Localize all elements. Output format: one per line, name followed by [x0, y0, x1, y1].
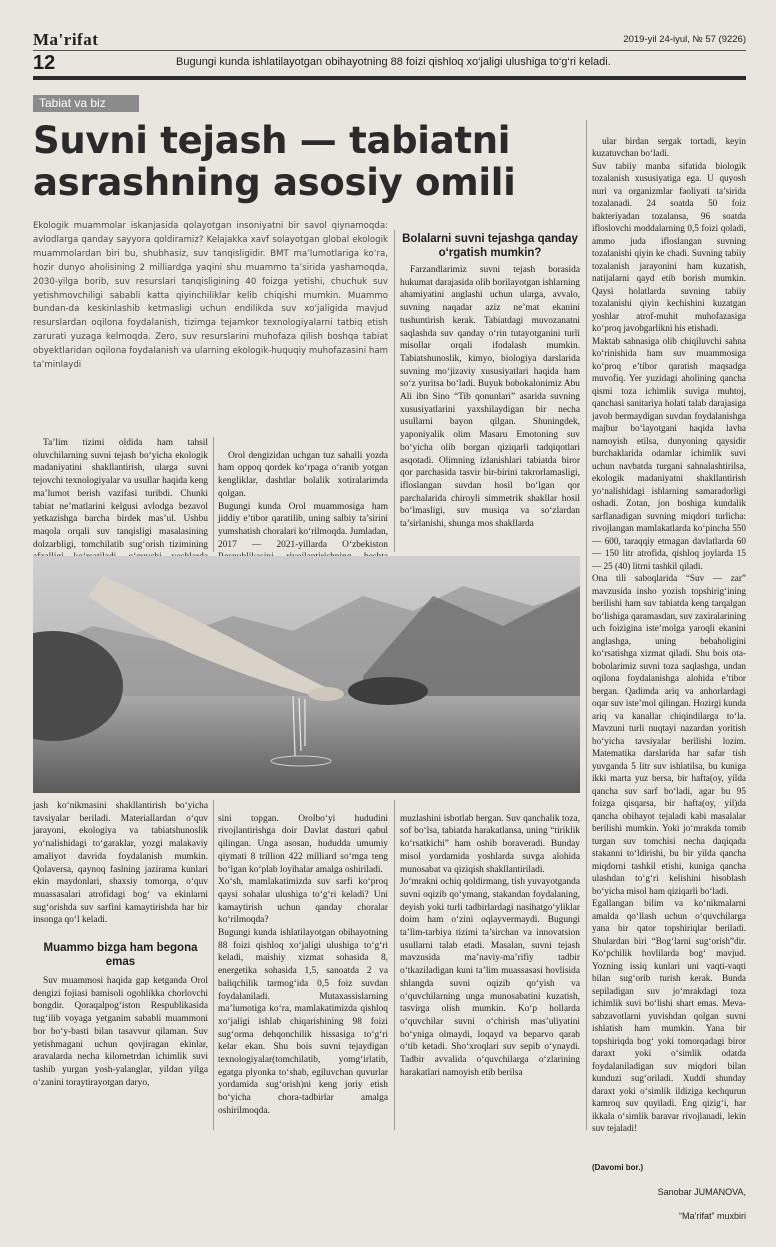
col1-bottom-text: jash ko‘nikmasini shakllantirish bo‘yicha tavsiyalar beriladi. Materiallardan o‘quv jarayoni, ekologiya va tabiatshunoslik yo‘nalishidagi to‘garaklar, yozgi malakaviy amaliyot davrida foydalanish mumkin. Qolaversa, qaynoq faslning jazirama kunlari ekin maydonlari, shaxsiy tomorqa, o‘quv muassasalari atrofidagi bog‘ va ekinlarni sug‘orishda suv sarfini kamaytirishda har bir insonga qo‘l keladi. — [33, 801, 208, 926]
header-thick-rule — [33, 76, 746, 80]
column-divider — [586, 120, 587, 1130]
column-4 — [592, 122, 746, 1247]
author-name: Sanobar JUMANOVA, — [657, 1187, 746, 1197]
column-3-bottom — [400, 800, 580, 1092]
col2-bottom-text: sini topgan. Orolbo‘yi hududini rivojlantirishga doir Davlat dasturi qabul qilingan. Unga asosan, hududda umumiy qiymati 8 trillion 422 milliard so‘mga teng bo‘lgan ko‘plab loyihalar amalga oshiriladi. Xo‘sh, mamlakatimizda suv sarfi ko‘proq qaysi sohalar ulushiga to‘g‘ri keladi? Uni kamaytirish uchun qanday choralar ko‘rilmoqda? Bugungi kunda ishlatilayotgan obihayotning 88 foizi qishloq xo‘jaligi ulushiga to‘g‘ri keladi, maishiy xizmat sohasida 8, energetika sohasida 1,5, sanoatda 2 va baliqchilik tarmog‘ida 0,5 foiz suvdan foydalaniladi. Mutaxassislarning ma’lumotiga ko‘ra, mamlakatimizda qishloq xo‘jaligi ishlab chiqarishining 98 foizi sug‘orma dehqonchilik hissasiga to‘g‘ri kelar ekan. Shu bois suvni tejaydigan texnologiyalar(tomchilatib, yomg‘irlatib, egatga plyonka to‘shab, egiluvchan quvurlar yordamida sug‘orish)ni keng joriy etish bo‘yicha chora-tadbirlar amalga oshirilmoqda. — [218, 813, 388, 1116]
article-photo — [33, 556, 580, 793]
col2-top-text: Orol dengizidan uchgan tuz sahalli yozda ham oppoq qordek ko‘rpaga o‘ranib yotgan kengliklar, dashtlar bolalik xotiralarimda qolgan. Bugungi kunda Orol muammosiga ham jiddiy e’tibor qaratilib, uning salbiy ta’sirini yumshatish choralari ko‘rilmoqda. Jumladan, 2017 — 2021-yillarda O‘zbekiston — [218, 450, 389, 550]
col3-top-text: Farzandlarimiz suvni tejash borasida hukumat darajasida olib borilayotgan ishlarning ahamiyatini anglashi uchun ularga, avvalo, suvning naqadar aziz ne’mat ekanini tushuntirish kerak. Tabiatdagi muvozanatni saqlashda suv qanday o‘rin tutayotganini turli misollar orqali ifodalash mumkin. Tabiatshunoslik, kimyo, biologiya darslarida suvning mo‘jizaviy xususiyatlari haqida ham so‘z yuritsa bo‘ladi. Buyuk bobokalonimiz Abu Ali ibn Sino “Tib qonunlari” asarida suvning xususiyatlarini yaxshilaydigan bir necha usullarni bayon qilgan. Shuningdek, yaponiyalik olim Masaru Emotoning suv bo‘yicha olib borgan qiziqarli tadqiqotlari asqotadi. Olimning izlanishlari tabiatda biror qor parchasida tasvir bir-birini takrorlamasligi, ifloslangan suvdan hosil bo‘lgan qor parchalarida chiroyli simmetrik shakllar hosil bo‘lmasligi, suv musiqa va so‘zlardan ta’sirlanishi, shunga mos shakllarda — [400, 265, 580, 530]
col1-top-text: Ta’lim tizimi oldida ham tahsil oluvchilarning suvni tejash bo‘yicha ekologik madaniyatini shakllantirish, ularga suvni tejovchi texnologiyalar va usullar haqida keng ma’lumot berish vazifasi turibdi. Chunki tabiat ne’matlarini kelgusi avlodga bezavol yetkazishga barcha birdek mas’ul. Ushbu maqola orqali suv tanqisligi masalasining dolzarbligi, tomchilatib sug‘orish tizimining — [33, 438, 208, 550]
issue-info: 2019-yil 24-iyul, № 57 (9226) — [623, 34, 746, 45]
col1-subhead: Muammo bizga ham begona emas — [43, 942, 198, 969]
col1-bottom2-text: Suv muammosi haqida gap ketganda Orol dengizi fojiasi bamisoli ogohlikka chorlovchi bongdir. Qoraqalpog‘iston Respublikasida tug‘ilib voyaga yetganim sababli muammoni bor bo‘y-basti bilan tasavvur qilaman. Suv yetishmagani uchun qovjiragan ekinlar, aravalarda necha kilometrdan ichimlik suvi tashib yurgan yosh-yalanglar, yildan yilga o‘zanini toraytirayotgan daryo, — [33, 976, 208, 1088]
column-divider — [394, 800, 395, 1130]
column-divider — [213, 437, 214, 552]
col4-text: ular birdan sergak tortadi, keyin kuzatuvchan bo‘ladi. Suv tabiiy manba sifatida biologik tozalanish xususiyatiga ega. U quyosh nuri va organizmlar faoliyati ta’sirida tozalanadi. 24 soatda 50 foiz bakteriyadan tozalansa, 96 soatda ifloslovchi moddalarning 0,5 foizi qoladi, ammo juda ifloslangan suvning tozalanishi qiyin ke chadi. Suvning tabiiy tozalanish jarayonini ham kuzatish, natijalarni qayd etib borish mumkin. Qaysi holatlarda suvning tabiiy tozalanishi qiyin kechishini kuzatgan yoshlar atrof-muhit muhofazasiga ko‘proq javobgarlikni his etishadi. Maktab sahnasiga olib chiqiluvchi sahna ko‘rinishida ham suv muammosiga ko‘proq e’tibor qaratish maqsadga muvofiq. Yer yuzidagi aholining qancha qismi toza ichimlik suviga muhtoj, qanchasi sanitariya holati talab darajasiga javob bermaydigan suvdan foydalanishga majbur bo‘layotgani haqida lavha namoyish etilsa, dunyoning qaysidir burchaklarida odamlar ichimlik suvi uchun navbatda turgani sahnalashtirilsa, ekologik madaniyatni shakllantirish yo‘nalishidagi ishlarning samaradorligi oshadi. Zotan, jon boshiga kundalik sarflanadigan suvning miqdori turlicha: rivojlangan mamlakatlarda ko‘pincha 550 — 600, taraqqiy etmagan davlatlarda 60 — 150 litr atrofida, qishloq joylarda 15 — 25 (40) litrni tashkil qiladi. Ona tili saboqlarida “Suv — zar” mavzusida insho yozish topshirig‘ining berilishi ham suv tabiatda keng tarqalgan bo‘lishiga qaramasdan, suv zaxiralarining uch foizigina iste’molga yaroqli ekanini anglashga, uning bebaholigini ko‘rsatishga xizmat qiladi. Shu bois ota-bobolarimiz suvni toza saqlashga, undan oqilona foydalanishga alohida e’tibor bergan. Qadimda ariq va anhorlardagi oqar suv iste’mol qilingan. Hozirgi kunda ariq va kanallar chiqindilarga to‘la. Mavzuni turli nuqtayi nazardan yoritish bo‘yicha tavsiyalar berilishi lozim. Matematika darslarida har safar tish yuvganda 5 litr suv ishlatilsa, bu kuniga ikki marta yuz bersa, bir hafta(oy, yilda qancha suv sarf bo‘ladi, agar bu 95 foizga qisqarsa, bir hafta(oy, yil)da qancha obihayot tejaladi kabi masalalar berilishi mumkin. Yoki jo‘mrakda tomib turgan suv tomchisi necha daqiqada stakanni to‘ldirishi, bu bir yilda qancha miqdorni tashkil etishi, kuniga qancha ulashdan to‘g‘ri kelishini hisoblash bo‘yicha misol ham qiziqarli bo‘ladi. Egallangan bilim va ko‘nikmalarni amalda qo‘llash uchun o‘quvchilarga yana bir qator topshiriqlar beriladi. Shulardan biri “Bog‘larni sug‘orish”dir. Ko‘pchilik hovlilarda bog‘ mavjud. Yozning issiq kunlari uni vaqti-vaqti bilan sug‘orib turish kerak. Bunda sepiladigan suv jo‘mrakdagi toza ichimlik suvi bo‘lishi shart emas. Meva-sabzavotlarni yuvishdan qolgan suvni ishlatish ham mumkin. Yana bir topshiriqda bog‘ yoki tomorqadagi biror daraxt yoki o‘simlik odatda foydalaniladigan suv miqdori bilan kunduzi sug‘oriladi. Xuddi shunday daraxt yoki o‘simlik ildiziga kechqurun kamroq suv quyiladi. Eng qizig‘i, har ikkala o‘simlik baravar rivojlanadi, lekin suv tejaladi! — [592, 135, 746, 1133]
column-divider — [213, 800, 214, 1130]
page-number: 12 — [33, 52, 56, 74]
section-label: Tabiat va biz — [33, 95, 139, 112]
col3-bottom-text: muzlashini isbotlab bergan. Suv qanchalik toza, sof bo‘lsa, tabiatda harakatlansa, uning “tiriklik ko‘rsatkichi” ham oshib boraveradi. Bunday misol yordamida yoshlarda suvga alohida munosabat va qiziqish shakllantiriladi. Jo‘mrakni ochiq qoldirmang, tish yuvayotganda suvni oqizib qo‘ymang, stakandan foydalaning, deyish yoki turli tadbirlardagi nasihatgo‘yliklar doim ham o‘zini oqlayvermaydi. Bugungi ta’lim-tarbiya tizimi ta’sirchan va innovatsion usullarni talab etadi. Masalan, suvni tejash mavzusida ma’naviy-ma’rifiy tadbir o‘tkaziladigan kuni ta’lim muassasasi hovlisida shlangda suvni oqizib qo‘yish va o‘quvchilarning unga munosabatini kuzatish, tasvirga olish mumkin. Ko‘p hollarda o‘quvchilar suvni o‘chirish mas’uliyatini bo‘yniga olmaydi, loqayd va beparvo qarab o‘tib ketadi. Sho‘xroqlari suv sepib o‘ynaydi. Tadbir avvalida o‘quvchilarga o‘zlarining harakatlari namoyish etib berilsa — [400, 813, 580, 1078]
running-header: Bugungi kunda ishlatilayotgan obihayotning 88 foizi qishloq xo‘jaligi ulushiga to‘g‘ri keladi. — [176, 56, 611, 68]
header-rule — [33, 50, 746, 51]
author-role: “Ma’rifat” muxbiri — [678, 1211, 746, 1221]
continued-note: (Davomi bor.) — [592, 1163, 644, 1172]
col3-subhead: Bolalarni suvni tejashga qanday o‘rgatish mumkin? — [402, 233, 578, 259]
headline: Suvni tejash — tabiatni asrashning asosiy omili — [33, 119, 516, 204]
masthead: Ma'rifat — [33, 30, 99, 49]
lead-paragraph: Ekologik muammolar iskanjasida qolayotgan insoniyatni bir savol qiynamoqda: avlodlarga qanday sayyora qoldiramiz? Kelajakka xavf solayotgan global ekologik muammolardan biri bu, shubhasiz, suv tanqisligidir. BMT ma’lumotlariga ko‘ra, hozir dunyo aholisining 2 milliardga yaqini shu muammo ta’sirida yashamoqda, 2030-yilga borib, suv resurslari tanqisligining 40 foizga yetishi, chuchuk suv yetishmovchiligi sababli katta qiyinchiliklar kelib chiqishi mumkin. Muammo bundan-da keskinlashib ketmasligi uchun endilikda suv xo‘jaligida mavjud resurslardan oqilona foydalanish, tizimga tejamkor texnologiyalarni tatbiq etish zarurati yuzaga kelmoqda. Zero, suv resurslarini muhofaza qilish boshqa tabiat obyektlaridan oqilona foydalanish va ularning ekologik-huquqiy muhofazasini ham ta’minlaydi — [33, 221, 388, 371]
hand-water-photo — [33, 556, 580, 793]
column-1-bottom — [33, 800, 208, 1089]
column-3-top — [400, 232, 580, 531]
column-divider — [394, 230, 395, 552]
column-2-bottom — [218, 800, 388, 1130]
